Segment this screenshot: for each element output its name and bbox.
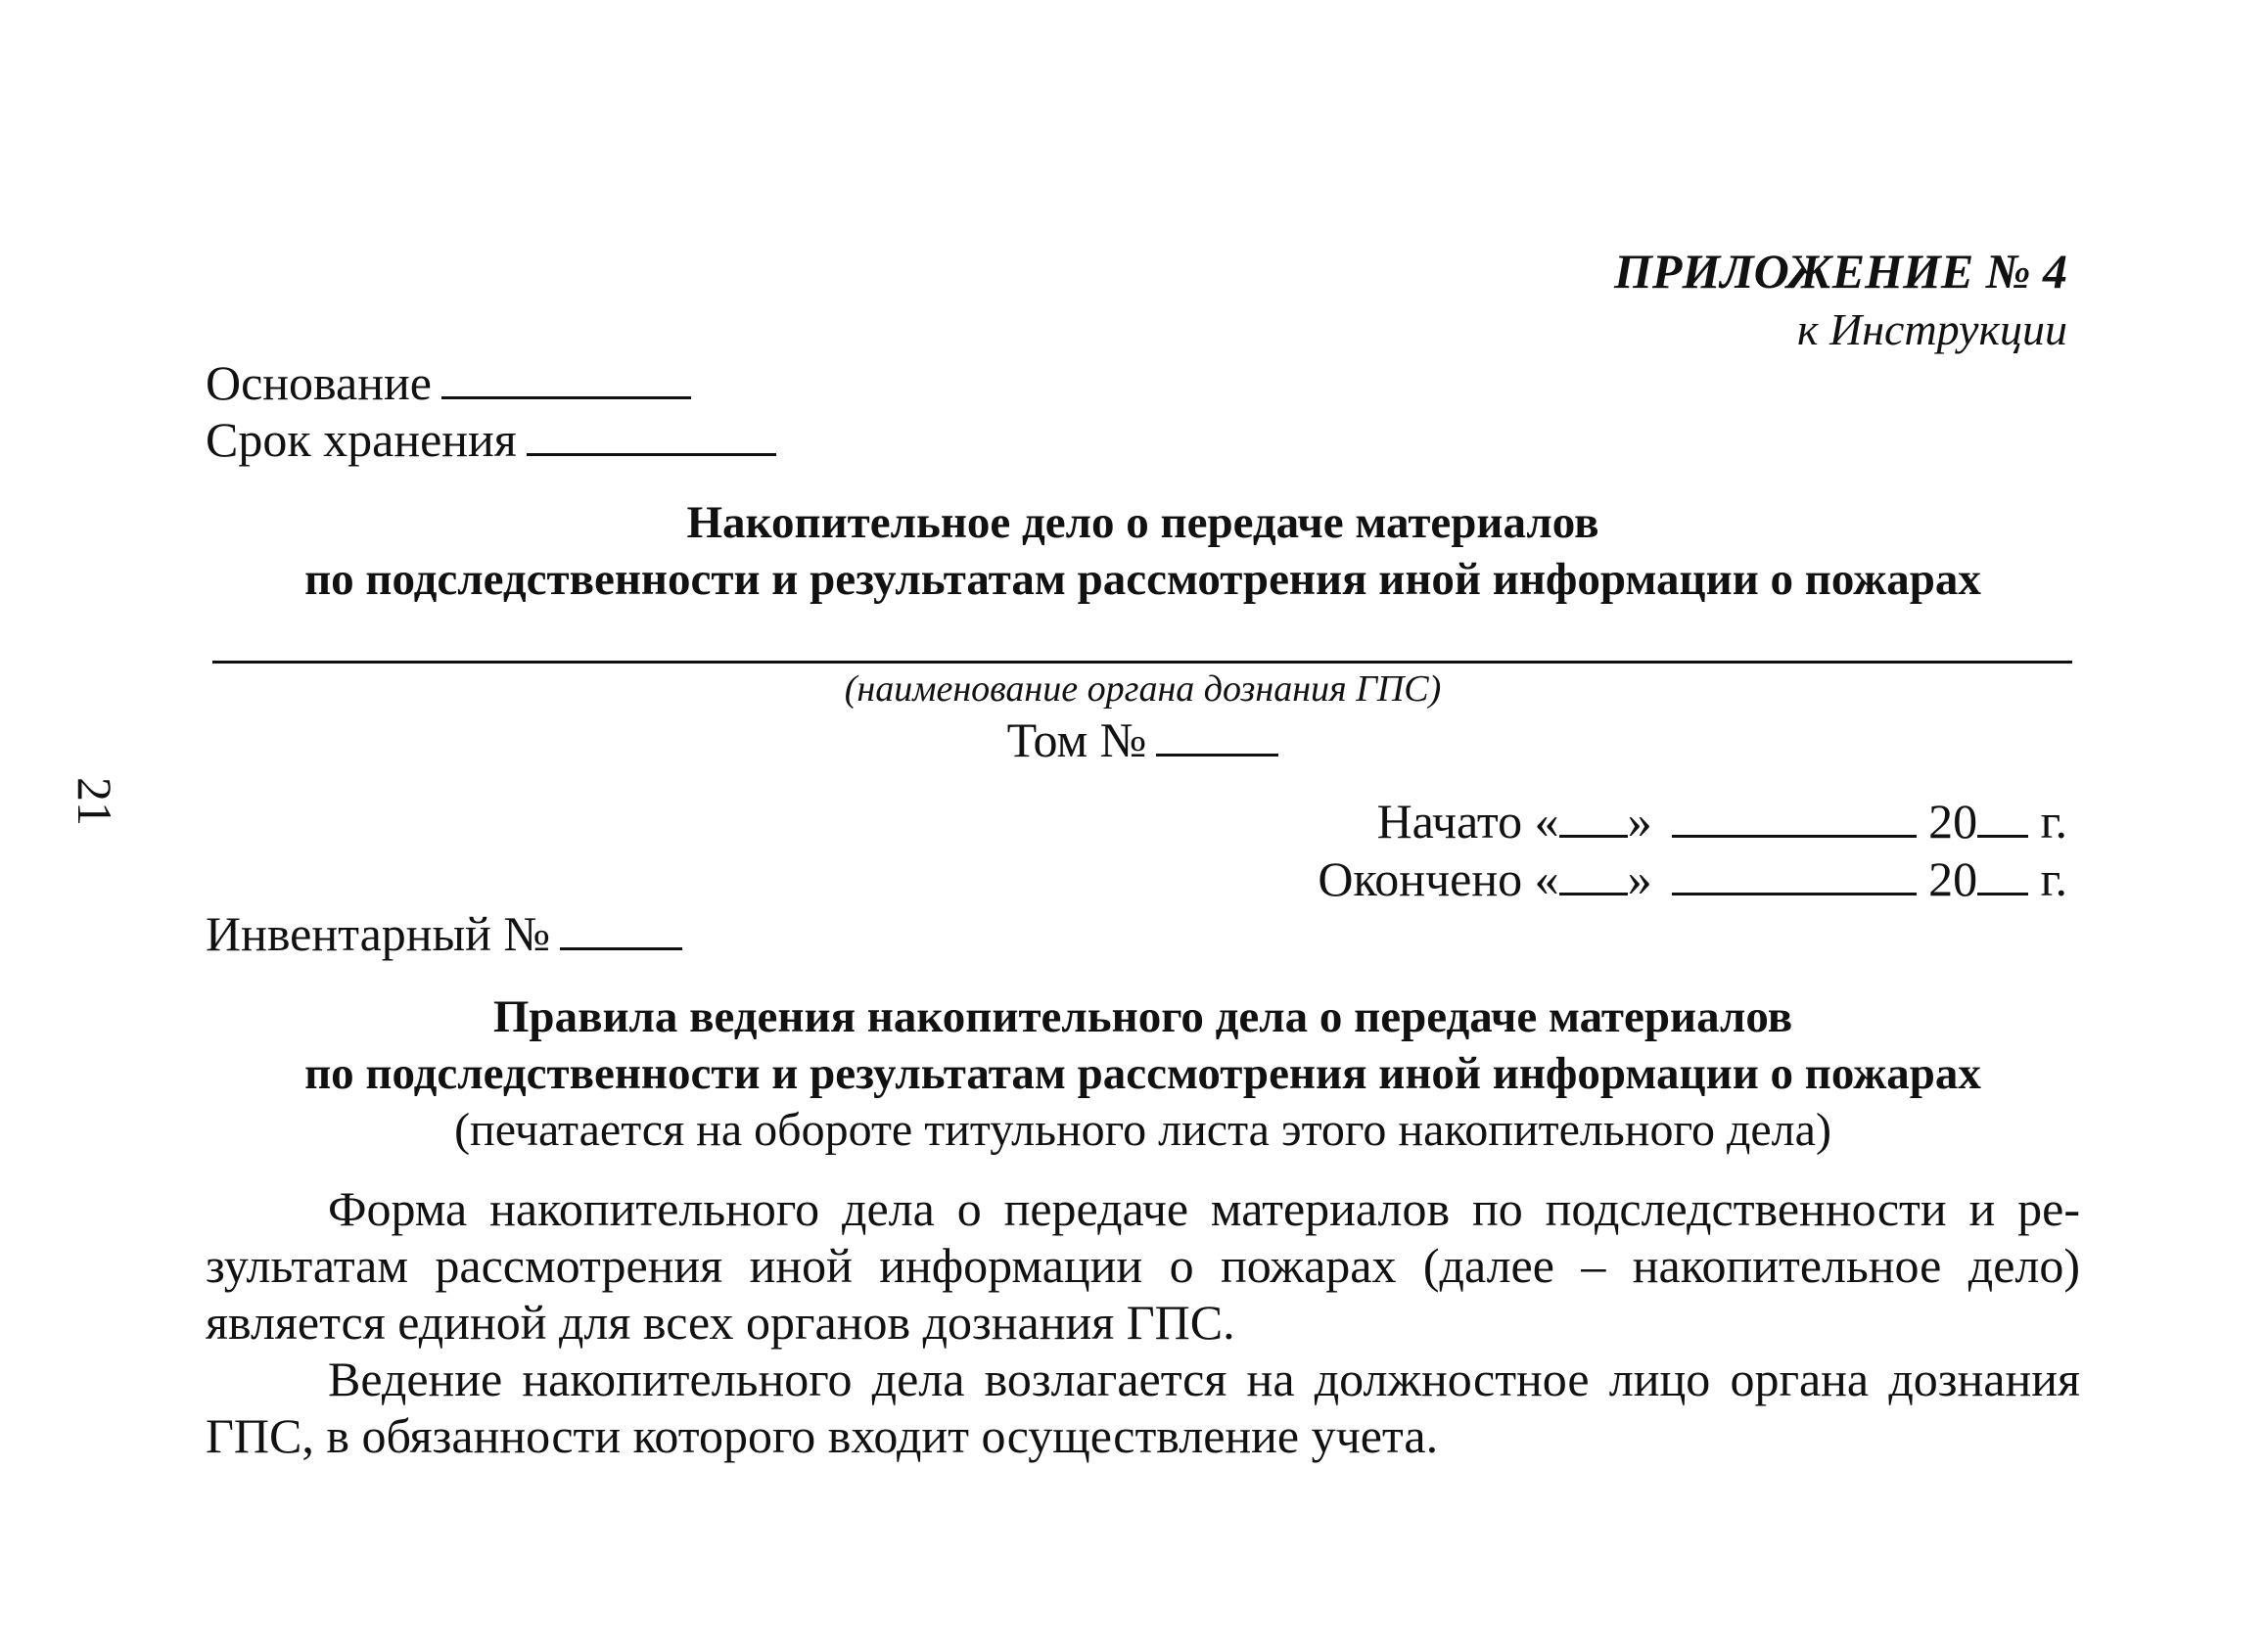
paragraph-1-line-2: зультатам рассмотрения иной информации о пожарах (далее – накопительное дело) (206, 1238, 2080, 1293)
appendix-title: ПРИЛОЖЕНИЕ № 4 (1614, 244, 2067, 298)
ended-year-blank[interactable] (1977, 853, 2028, 895)
basis-label: Основание (206, 355, 432, 410)
basis-blank[interactable] (441, 357, 691, 399)
ended-label: Окончено « (1318, 851, 1559, 906)
rules-heading (206, 988, 2080, 1159)
document-title (206, 494, 2080, 608)
storage-blank[interactable] (527, 414, 776, 456)
volume-field (206, 711, 2080, 768)
ended-year-prefix: 20 (1928, 851, 1978, 906)
ended-day-blank[interactable] (1559, 853, 1628, 895)
paragraph-1 (206, 1180, 2080, 1351)
started-label: Начато « (1376, 794, 1559, 849)
authority-caption: (наименование органа дознания ГПС) (844, 668, 1442, 710)
ended-field (1318, 850, 2067, 907)
started-day-blank[interactable] (1559, 796, 1628, 838)
paragraph-1-line-1: Форма накопительного дела о передаче материалов по подследственности и ре- (328, 1181, 2080, 1236)
started-year-prefix: 20 (1928, 794, 1978, 849)
rules-heading-line-1: Правила ведения накопительного дела о передаче материалов (492, 991, 1793, 1042)
started-field (1377, 793, 2067, 849)
volume-label: Том № (1006, 712, 1147, 767)
basis-field (206, 354, 691, 411)
started-month-blank[interactable] (1672, 796, 1917, 838)
inventory-label: Инвентарный № (206, 906, 551, 961)
document-title-line-1: Накопительное дело о передаче материалов (686, 497, 1599, 548)
volume-blank[interactable] (1156, 714, 1278, 757)
paragraph-2-line-1: Ведение накопительного дела возлагается на должностное лицо органа дознания (328, 1352, 2080, 1406)
appendix-subtitle: к Инструкции (1796, 304, 2067, 354)
rules-note: (печатается на обороте титульного листа этого накопительного дела) (454, 1104, 1831, 1156)
paragraph-2 (206, 1351, 2080, 1464)
document-title-line-2: по подследственности и результатам рассмотрения иной информации о пожарах (304, 554, 1981, 605)
rules-heading-line-2: по подследственности и результатам рассмотрения иной информации о пожарах (304, 1048, 1981, 1099)
paragraph-2-line-2: ГПС, в обязанности которого входит осуществление учета. (206, 1408, 1439, 1463)
inventory-field (206, 905, 682, 962)
ended-quote-close: » (1627, 851, 1652, 906)
started-quote-close: » (1627, 794, 1652, 849)
page-number: 21 (68, 777, 122, 826)
storage-label: Срок хранения (206, 412, 517, 467)
authority-name-line[interactable] (212, 661, 2072, 664)
inventory-blank[interactable] (560, 908, 682, 950)
paragraph-1-line-3: является единой для всех органов дознания ГПС. (206, 1295, 1235, 1350)
ended-month-blank[interactable] (1672, 853, 1917, 895)
started-year-suffix: г. (2040, 794, 2067, 849)
storage-field (206, 411, 776, 468)
started-year-blank[interactable] (1977, 796, 2028, 838)
ended-year-suffix: г. (2040, 851, 2067, 906)
